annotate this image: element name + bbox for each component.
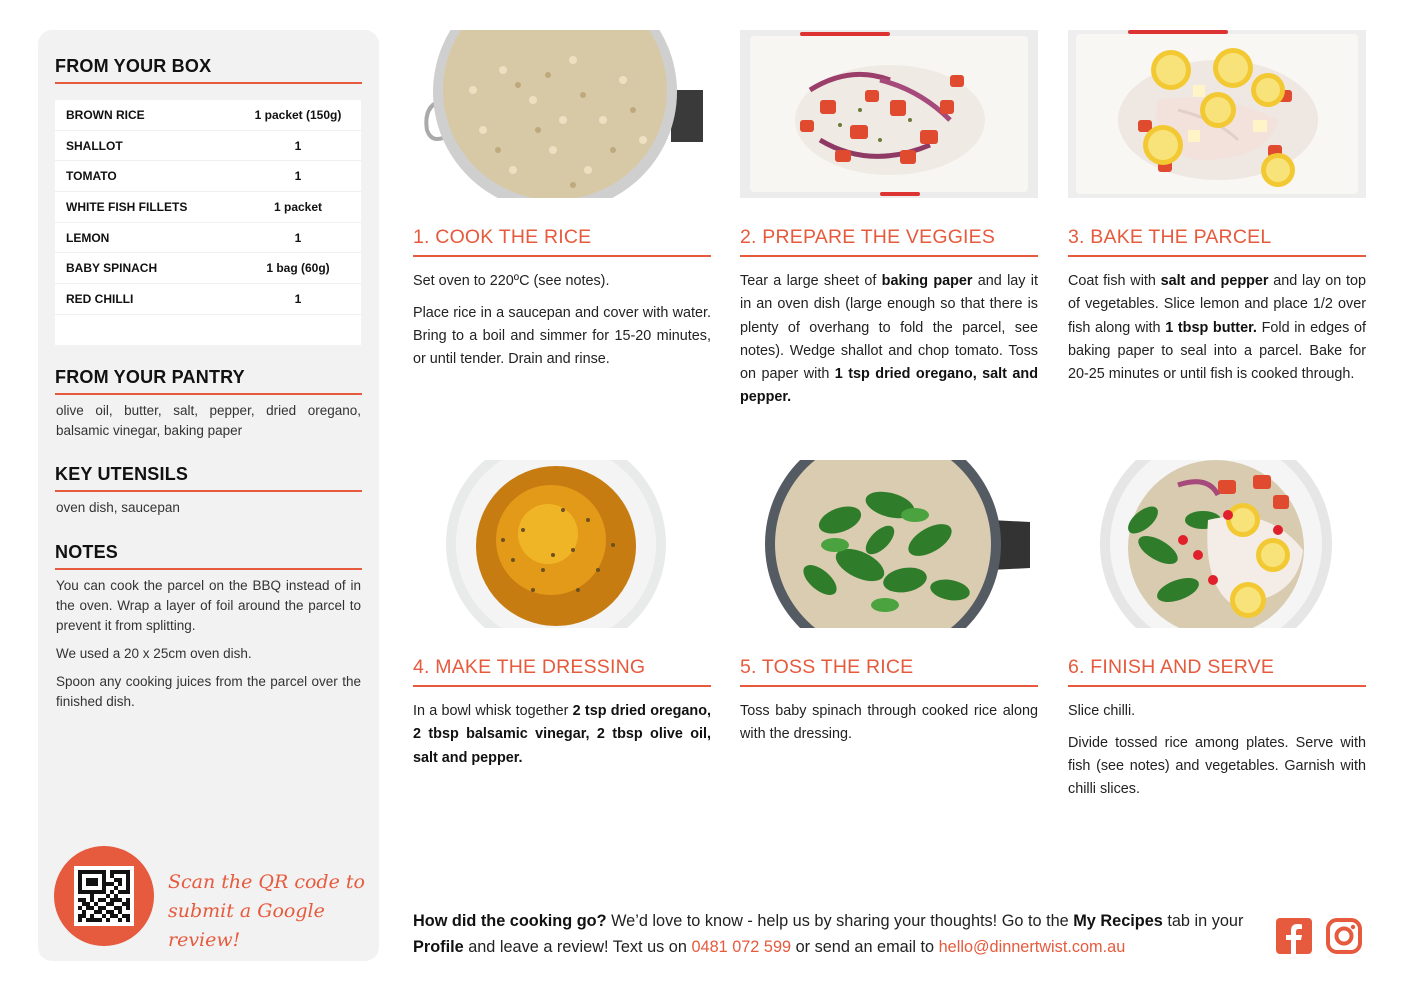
ingredient-qty: 1 packet [273, 199, 323, 214]
step-body [740, 270, 1038, 410]
qr-code-icon[interactable] [74, 866, 134, 926]
step-rule [413, 685, 711, 687]
ingredient-qty: 1 [294, 138, 302, 153]
qr-caption-line: submit a Google review! [168, 900, 325, 951]
step-paragraph [1068, 270, 1366, 386]
step-body [1068, 270, 1366, 386]
qr-badge[interactable] [54, 846, 154, 946]
notes-title: NOTES [55, 542, 119, 562]
ingredient-qty: 1 [294, 169, 302, 184]
step-body [740, 700, 1038, 747]
review-footer [413, 909, 1263, 960]
pantry-title: FROM YOUR PANTRY [55, 367, 245, 387]
footer-bold: My Recipes [1073, 912, 1163, 930]
note-paragraph: Spoon any cooking juices from the parcel over the finished dish. [56, 674, 361, 709]
step-text: Coat fish with [1068, 273, 1161, 289]
step-bold: salt and pepper [1160, 273, 1269, 289]
ingredients-table [55, 100, 361, 345]
step-photo-rice [413, 30, 711, 198]
step-paragraph [740, 270, 1038, 410]
note-paragraph: We used a 20 x 25cm oven dish. [56, 646, 252, 661]
step-paragraph: Slice chilli. [1068, 703, 1136, 719]
section-rule [55, 393, 362, 395]
step-2 [740, 30, 1038, 418]
section-rule [55, 82, 362, 84]
section-rule [55, 568, 362, 570]
step-bold: 1 tsp dried oregano, salt and pepper. [740, 366, 1038, 406]
ingredient-name: WHITE FISH FILLETS [66, 199, 188, 214]
instagram-icon[interactable] [1326, 918, 1364, 956]
ingredient-name: BABY SPINACH [66, 261, 158, 276]
step-rule [740, 685, 1038, 687]
step-1 [413, 30, 711, 380]
step-title: 6. FINISH AND SERVE [1068, 656, 1275, 678]
email-link[interactable]: hello@dinnertwist.com.au [938, 937, 1126, 956]
step-body [1068, 700, 1366, 802]
step-rule [1068, 255, 1366, 257]
step-paragraph: Place rice in a saucepan and cover with water. Bring to a boil and simmer for 15-20 minutes, or until tender. Drain and rinse. [413, 304, 711, 368]
footer-question: How did the cooking go? [413, 912, 607, 930]
footer-bold: Profile [413, 937, 464, 956]
step-bold: 1 tbsp butter. [1165, 319, 1257, 336]
step-text: Fold in edges of baking paper to seal into a parcel. Bake for 20-25 minutes or until fish is cooked through. [1068, 319, 1366, 383]
ingredient-name: TOMATO [66, 169, 117, 184]
step-bold: 2 tsp dried oregano, 2 tbsp balsamic vinegar, 2 tbsp olive oil, salt and pepper. [413, 703, 711, 766]
ingredient-row [55, 161, 361, 192]
step-rule [413, 255, 711, 257]
ingredient-qty: 1 bag (60g) [266, 261, 330, 276]
step-paragraph: Set oven to 220ºC (see notes). [413, 273, 610, 289]
phone-link[interactable]: 0481 072 599 [691, 937, 792, 956]
utensils-title: KEY UTENSILS [55, 464, 189, 484]
ingredient-row [55, 284, 361, 315]
ingredient-qty: 1 [294, 291, 302, 306]
step-title: 2. PREPARE THE VEGGIES [740, 226, 996, 248]
step-bold: baking paper [881, 273, 973, 289]
ingredient-name: RED CHILLI [66, 291, 134, 306]
ingredient-row [55, 192, 361, 223]
ingredient-row [55, 253, 361, 284]
step-body [413, 700, 711, 770]
qr-caption-line: Scan the QR code to [168, 871, 365, 893]
step-text: In a bowl whisk together [413, 703, 573, 719]
ingredient-row [55, 131, 361, 162]
ingredient-name: LEMON [66, 230, 110, 245]
step-rule [740, 255, 1038, 257]
step-body [413, 270, 711, 372]
from-box-title: FROM YOUR BOX [55, 56, 212, 76]
pantry-text: olive oil, butter, salt, pepper, dried oregano, balsamic vinegar, baking paper [56, 403, 361, 438]
step-title: 5. TOSS THE RICE [740, 656, 914, 678]
ingredient-row [55, 100, 361, 131]
step-rule [1068, 685, 1366, 687]
footer-text: and leave a review! Text us on [463, 937, 692, 956]
footer-text: or send an email to [791, 937, 939, 956]
step-paragraph: Divide tossed rice among plates. Serve with fish (see notes) and vegetables. Garnish with chilli slices. [1068, 734, 1366, 798]
step-title: 4. MAKE THE DRESSING [413, 656, 646, 678]
step-text: and lay on top of vegetables. Slice lemon and place 1/2 over fish along with [1068, 273, 1366, 336]
footer-text: tab in your [1162, 912, 1244, 930]
step-4 [413, 460, 711, 778]
notes-body [56, 576, 361, 720]
ingredient-name: BROWN RICE [66, 107, 145, 122]
sidebar [38, 30, 379, 961]
step-paragraph [413, 700, 711, 770]
step-5 [740, 460, 1038, 755]
ingredient-qty: 1 [294, 230, 302, 245]
step-photo-dressing [413, 460, 711, 628]
step-photo-serve [1068, 460, 1366, 628]
utensils-text: oven dish, saucepan [56, 500, 180, 515]
step-title: 1. COOK THE RICE [413, 226, 592, 248]
ingredient-qty: 1 packet (150g) [254, 107, 342, 122]
step-text: Tear a large sheet of [740, 273, 882, 289]
section-rule [55, 490, 362, 492]
step-text: and lay it in an oven dish (large enough so that there is plenty of overhang to fold the parcel, see notes). Wedge shallot and chop tomato. Toss on paper with [740, 273, 1038, 383]
step-6 [1068, 460, 1366, 810]
qr-caption [168, 868, 368, 955]
step-paragraph: Toss baby spinach through cooked rice along with the dressing. [740, 703, 1038, 743]
step-3 [1068, 30, 1366, 395]
step-photo-veggies [740, 30, 1038, 198]
ingredient-name: SHALLOT [66, 138, 123, 153]
step-title: 3. BAKE THE PARCEL [1068, 226, 1272, 248]
footer-text: We’d love to know - help us by sharing your thoughts! Go to the [606, 912, 1074, 930]
ingredient-row [55, 223, 361, 254]
step-photo-parcel [1068, 30, 1366, 198]
facebook-icon[interactable] [1276, 918, 1314, 956]
note-paragraph: You can cook the parcel on the BBQ instead of in the oven. Wrap a layer of foil around the parcel to prevent it from splitting. [56, 578, 361, 633]
step-photo-toss [740, 460, 1038, 628]
